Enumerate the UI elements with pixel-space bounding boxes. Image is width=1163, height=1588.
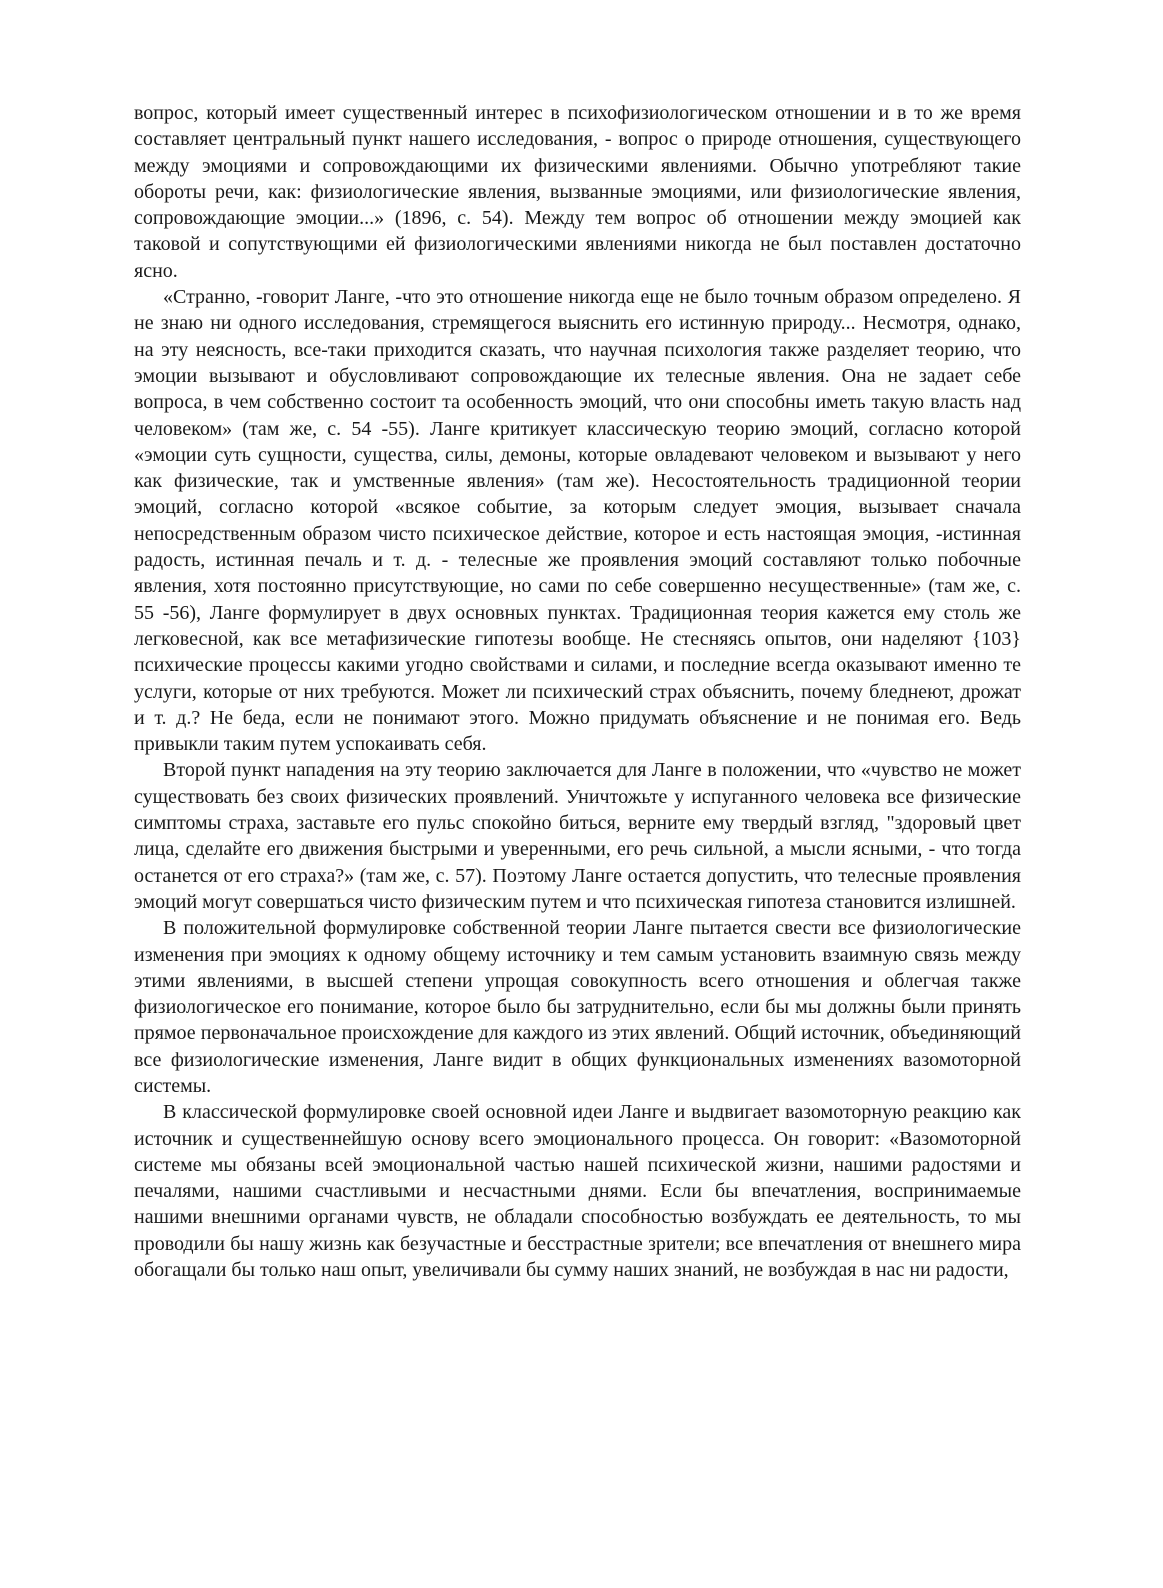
paragraph-5: В классической формулировке своей основной идеи Ланге и выдвигает вазомоторную реакцию как источник и существеннейшую основу всего эмоционального процесса. Он говорит: «Вазомоторной системе мы обязаны всей эмоциональной частью нашей психической жизни, нашими радостями и печалями, нашими счастливыми и несчастными днями. Если бы впечатления, воспринимаемые нашими внешними органами чувств, не обладали способностью возбуждать ее деятельность, то мы проводили бы нашу жизнь как безучастные и бесстрастные зрители; все впечатления от внешнего мира обогащали бы только наш опыт, увеличивали бы сумму наших знаний, не возбуждая в нас ни радости,	[134, 1101, 1021, 1282]
document-page	[134, 100, 1021, 1283]
paragraph-4: В положительной формулировке собственной теории Ланге пытается свести все физиологические изменения при эмоциях к одному общему источнику и тем самым установить взаимную связь между этими явлениями, в высшей степени упрощая совокупность всего отношения и облегчая также физиологическое его понимание, которое было бы затруднительно, если бы мы должны были принять прямое первоначальное происхождение для каждого из этих явлений. Общий источник, объединяющий все физиологические изменения, Ланге видит в общих функциональных изменениях вазомоторной системы.	[134, 917, 1021, 1097]
paragraph-3: Второй пункт нападения на эту теорию заключается для Ланге в положении, что «чувство не может существовать без своих физических проявлений. Уничтожьте у испуганного человека все физические симптомы страха, заставьте его пульс спокойно биться, верните ему твердый взгляд, "здоровый цвет лица, сделайте его движения быстрыми и уверенными, его речь сильной, а мысли ясными, - что тогда останется от его страха?» (там же, с. 57). Поэтому Ланге остается допустить, что телесные проявления эмоций могут совершаться чисто физическим путем и что психическая гипотеза становится излишней.	[134, 759, 1021, 913]
paragraph-2: «Странно, -говорит Ланге, -что это отношение никогда еще не было точным образом определено. Я не знаю ни одного исследования, стремящегося выяснить его истинную природу... Несмотря, однако, на эту неясность, все-таки приходится сказать, что научная психология также разделяет теорию, что эмоции вызывают и обусловливают сопровождающие их телесные явления. Она не задает себе вопроса, в чем собственно состоит та особенность эмоций, что они способны иметь такую власть над человеком» (там же, с. 54 -55). Ланге критикует классическую теорию эмоций, согласно которой «эмоции суть сущности, существа, силы, демоны, которые овладевают человеком и вызывают у него как физические, так и умственные явления» (там же). Несостоятельность традиционной теории эмоций, согласно которой «всякое событие, за которым следует эмоция, вызывает сначала непосредственным образом чисто психическое действие, которое и есть настоящая эмоция, -истинная радость, истинная печаль и т. д. - телесные же проявления эмоций составляют только побочные явления, хотя постоянно присутствующие, но сами по себе совершенно несущественные» (там же, с. 55 -56), Ланге формулирует в двух основных пунктах. Традиционная теория кажется ему столь же легковесной, как все метафизические гипотезы вообще. Не стесняясь опытов, они наделяют {103} психические процессы какими угодно свойствами и силами, и последние всегда оказывают именно те услуги, которые от них требуются. Может ли психический страх объяснить, почему бледнеют, дрожат и т. д.? Не беда, если не понимают этого. Можно придумать объяснение и не понимая его. Ведь привыкли таким путем успокаивать себя.	[134, 286, 1021, 756]
paragraph-1: вопрос, который имеет существенный интерес в психофизиологическом отношении и в то же время составляет центральный пункт нашего исследования, - вопрос о природе отношения, существующего между эмоциями и сопровождающими их физическими явлениями. Обычно употребляют такие обороты речи, как: физиологические явления, вызванные эмоциями, или физиологические явления, сопровождающие эмоции...» (1896, с. 54). Между тем вопрос об отношении между эмоцией как таковой и сопутствующими ей физиологическими явлениями никогда не был поставлен достаточно ясно.	[134, 102, 1021, 282]
